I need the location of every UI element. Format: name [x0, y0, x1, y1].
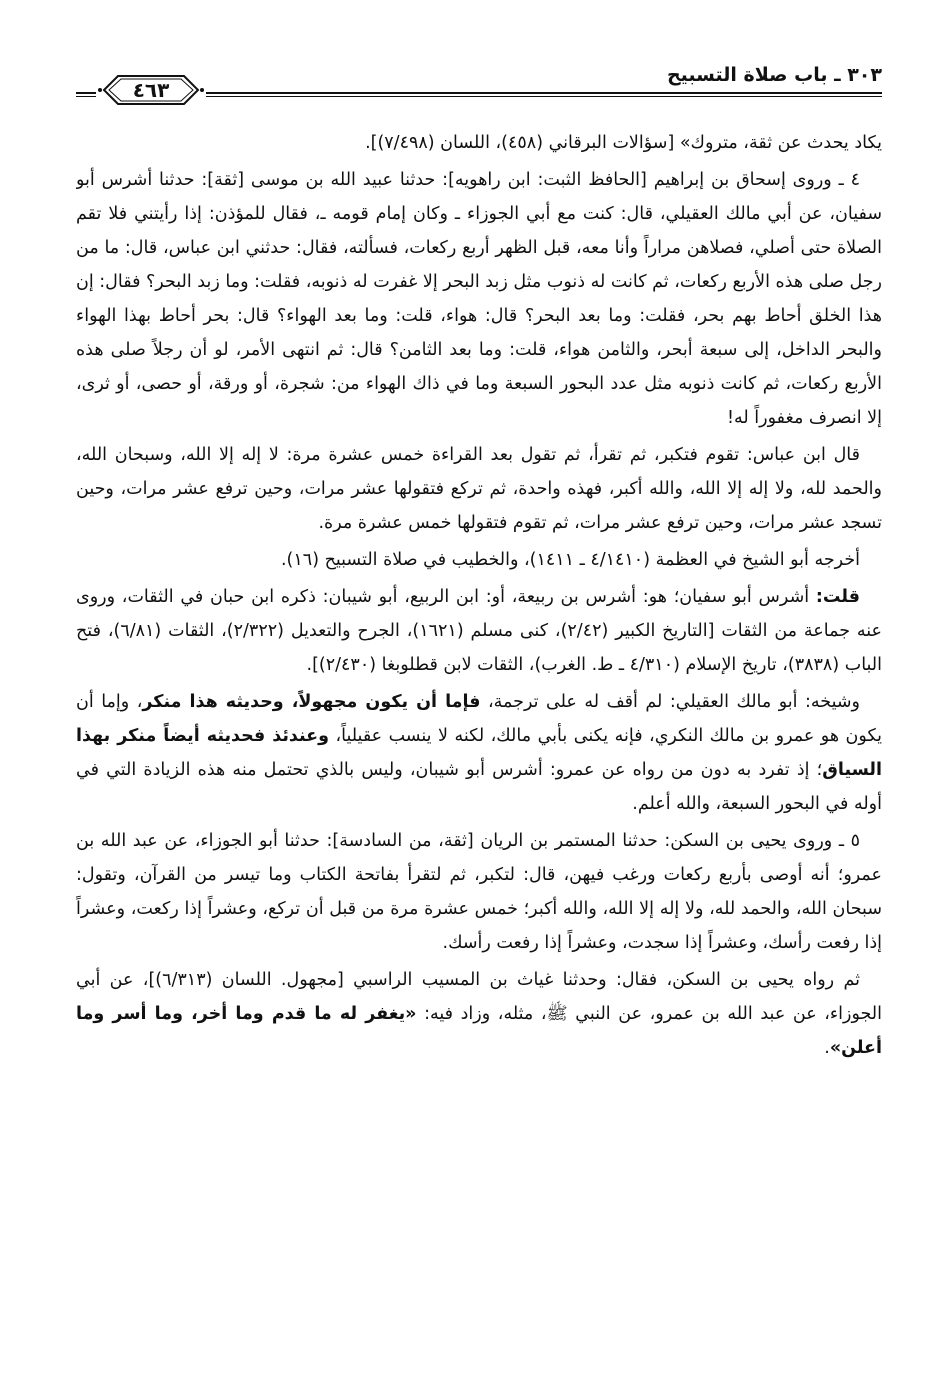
paragraph-5 [76, 580, 882, 682]
paragraph-7: ٥ ـ وروى يحيى بن السكن: حدثنا المستمر بن الريان [ثقة، من السادسة]: حدثنا أبو الجوزاء، عن عبد الله بن عمرو؛ أنه أوصى بأربع ركعات ورغب فيهن، قال: لتكبر، ثم لتقرأ بفاتحة الكتاب وما تيسر من القرآن، وتقول: سبحان الله، والحمد لله، ولا إله إلا الله، والله أكبر؛ خمس عشرة مرة من قبل أن تركع، وعشراً إذا ركعت، وعشراً إذا رفعت رأسك، وعشراً إذا سجدت، وعشراً إذا رفعت رأسك. [76, 831, 882, 953]
paragraph-6 [76, 685, 882, 821]
bold-segment: فإما أن يكون مجهولاً، وحديثه هذا منكر [142, 692, 481, 712]
text-segment: ثم رواه يحيى بن السكن، فقال: وحدثنا غياث بن المسيب الراسبي [مجهول. اللسان (٦/٣١٣)]، عن أبي الجوزاء، عن عبد الله بن عمرو، عن النبي ﷺ، مثله، وزاد فيه: [76, 970, 882, 1024]
text-segment: ، وإما أن يكون هو عمرو بن مالك النكري، فإنه يكنى بأبي مالك، لكنه لا ينسب عقيلياً، [76, 692, 882, 746]
page-header [76, 56, 882, 100]
paragraph-3: قال ابن عباس: تقوم فتكبر، ثم تقرأ، ثم تقول بعد القراءة خمس عشرة مرة: لا إله إلا الله، وسبحان الله، والحمد لله، ولا إله إلا الله، والله أكبر، فهذه واحدة، ثم تركع فتقولها عشر مرات، وحين ترفع عشر مرات، وحين تسجد عشر مرات، وحين ترفع عشر مرات، ثم تقوم فتقولها خمس عشرة مرة. [76, 445, 882, 533]
book-page [76, 56, 882, 1346]
chapter-title: ٣٠٣ ـ باب صلاة التسبيح [666, 64, 882, 86]
page-number: ٤٦٣ [132, 78, 170, 102]
paragraph-4: أخرجه أبو الشيخ في العظمة (٤/١٤١٠ ـ ١٤١١)، والخطيب في صلاة التسبيح (١٦). [280, 550, 860, 570]
note-text: أشرس أبو سفيان؛ هو: أشرس بن ربيعة، أو: ابن الربيع، أبو شيبان: ذكره ابن حبان في الثقات، وروى عنه جماعة من الثقات [التاريخ الكبير (٢/٤٢)، كنى مسلم (١٦٢١)، الجرح والتعديل (٢/٣٢٢)، الثقات (٦/٨١)، فتح الباب (٣٨٣٨)، تاريخ الإسلام (٤/٣١٠ ـ ط. الغرب)، الثقات لابن قطلوبغا (٢/٤٣٠)]. [76, 587, 882, 675]
paragraph-8 [76, 963, 882, 1065]
note-lead: قلت: [815, 587, 860, 607]
page-body [76, 126, 882, 1065]
paragraph-2: ٤ ـ وروى إسحاق بن إبراهيم [الحافظ الثبت: ابن راهويه]: حدثنا عبيد الله بن موسى [ثقة]: حدثنا أشرس أبو سفيان، عن أبي مالك العقيلي، قال: كنت مع أبي الجوزاء ـ وكان إمام قومه ـ، فقال للمؤذن: إذا رأيتني فلا تقم الصلاة حتى أصلي، فصلاهن مراراً وأنا معه، قبل الظهر أربع ركعات، فسألته، فقال: حدثني ابن عباس، قال: ما من رجل صلى هذه الأربع ركعات، ثم كانت له ذنوب مثل زبد البحر إلا غفرت له ذنوبه، فقلت: وما زبد البحر؟ فقال: إن هذا الخلق أحاط بهم بحر، فقلت: وما بعد البحر؟ قال: هواء، قلت: وما بعد الهواء؟ قال: بحر أحاط بهذا الهواء والبحر الداخل، إلى سبعة أبحر، والثامن هواء، قلت: وما بعد الثامن؟ قال: ثم انتهى الأمر، لو أن رجلاً صلى هذه الأربع ركعات، ثم كانت ذنوبه مثل عدد البحور السبعة وما في ذاك الهواء من: شجرة، أو ورقة، أو حصى، أو ثرى، إلا انصرف مغفوراً له! [76, 170, 882, 428]
bold-segment: وعندئذ فحديثه أيضاً منكر بهذا السياق [76, 726, 882, 780]
text-segment: ؛ إذ تفرد به دون من رواه عن عمرو: أشرس أبو شيبان، وليس بالذي تحتمل منه هذه الزيادة التي في أوله في البحور السبعة، والله أعلم. [76, 760, 882, 814]
page-number-frame [96, 70, 206, 110]
text-segment: وشيخه: أبو مالك العقيلي: لم أقف له على ترجمة، [480, 692, 860, 712]
bold-segment: «يغفر له ما قدم وما أخر، وما أسر وما أعلن» [76, 1004, 882, 1058]
text-segment: . [824, 1038, 830, 1058]
paragraph-1: يكاد يحدث عن ثقة، متروك» [سؤالات البرقاني (٤٥٨)، اللسان (٧/٤٩٨)]. [365, 133, 882, 153]
